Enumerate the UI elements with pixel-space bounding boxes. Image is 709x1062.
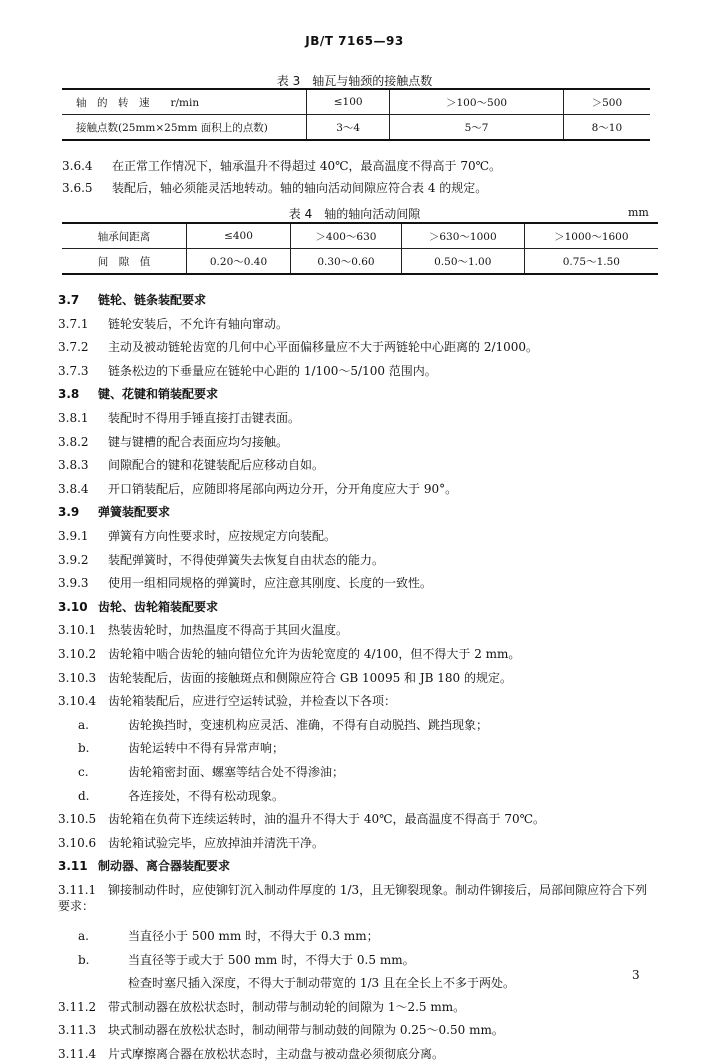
clause-number: a. bbox=[78, 717, 89, 732]
clause bbox=[58, 339, 658, 355]
section-heading bbox=[58, 292, 658, 308]
page-number: 3 bbox=[632, 968, 640, 982]
table-cell: 0.50～1.00 bbox=[401, 249, 524, 275]
clause-text: 使用一组相同规格的弹簧时，应注意其刚度、长度的一致性。 bbox=[108, 576, 433, 591]
clause bbox=[78, 764, 678, 780]
clause bbox=[58, 434, 658, 450]
section-heading bbox=[58, 504, 658, 520]
table-cell: ≤400 bbox=[187, 223, 291, 249]
clause-number: 3.8.1 bbox=[58, 411, 89, 425]
clause bbox=[78, 740, 678, 756]
table3 bbox=[62, 88, 650, 141]
clause-number: 3.10.1 bbox=[58, 623, 97, 638]
clause bbox=[58, 457, 658, 473]
table-row bbox=[62, 115, 650, 141]
clause-number: 3.10 bbox=[58, 599, 88, 614]
section-heading bbox=[58, 858, 658, 874]
clause-number: 3.11.3 bbox=[58, 1023, 97, 1038]
section-heading bbox=[58, 386, 658, 402]
clause-number: a. bbox=[78, 929, 89, 943]
clause-text: 齿轮箱中啮合齿轮的轴向错位允许为齿轮宽度的 4/100，但不得大于 2 mm。 bbox=[108, 647, 521, 661]
clause bbox=[78, 928, 678, 944]
clause-text: 链轮、链条装配要求 bbox=[98, 293, 207, 307]
table-cell: ＞1000～1600 bbox=[524, 223, 658, 249]
clause-number: 3.7.3 bbox=[58, 363, 89, 378]
table-cell: ＞630～1000 bbox=[401, 223, 524, 249]
table-cell: 轴承间距离 bbox=[62, 223, 187, 249]
clause bbox=[58, 811, 658, 827]
clause-text: 当直径小于 500 mm 时，不得大于 0.3 mm； bbox=[128, 929, 379, 943]
table4-unit: mm bbox=[628, 206, 649, 219]
table-row bbox=[62, 223, 658, 249]
clause-text: 主动及被动链轮齿宽的几何中心平面偏移量应不大于两链轮中心距离的 2/1000。 bbox=[108, 340, 539, 355]
clause bbox=[58, 575, 658, 591]
clause bbox=[58, 363, 658, 379]
clause-text: 块式制动器在放松状态时，制动闸带与制动鼓的间隙为 0.25～0.50 mm。 bbox=[108, 1023, 504, 1038]
table-cell: 间 隙 值 bbox=[62, 249, 187, 275]
clause-text: 链轮安装后，不允许有轴向窜动。 bbox=[108, 316, 289, 331]
clause-text: 制动器、离合器装配要求 bbox=[98, 859, 231, 874]
clause-text: 热装齿轮时，加热温度不得高于其回火温度。 bbox=[108, 623, 349, 638]
clause-number: 3.8.3 bbox=[58, 458, 89, 473]
clause-text: 开口销装配后，应随即将尾部向两边分开，分开角度应大于 90°。 bbox=[108, 481, 458, 496]
table-cell: ＞100～500 bbox=[390, 89, 563, 115]
clause-number: 3.8.4 bbox=[58, 481, 89, 496]
clause-text: 键与键槽的配合表面应均匀接触。 bbox=[108, 434, 289, 449]
clause-text: 当直径等于或大于 500 mm 时，不得大于 0.5 mm。 bbox=[128, 952, 415, 967]
clause-number: 3.7.2 bbox=[58, 340, 89, 355]
clause-number: 3.11.1 bbox=[58, 883, 97, 897]
clause-text: 齿轮、齿轮箱装配要求 bbox=[98, 599, 219, 614]
clause-number: 3.11.2 bbox=[58, 999, 97, 1014]
clause-number: 3.9 bbox=[58, 505, 80, 520]
table-cell: ＞500 bbox=[563, 89, 650, 115]
clause-text: 齿轮箱装配后，应进行空运转试验，并检查以下各项： bbox=[108, 694, 397, 709]
clause-number: 3.6.5 bbox=[62, 181, 93, 195]
clause-number: 3.8.2 bbox=[58, 434, 89, 449]
clause-text: 检查时塞尺插入深度，不得大于制动带宽的 1/3 且在全长上不多于两处。 bbox=[128, 976, 515, 991]
clause-text: 间隙配合的键和花键装配后应移动自如。 bbox=[108, 458, 325, 473]
document-header: JB/T 7165—93 bbox=[305, 34, 404, 48]
clause-number: b. bbox=[78, 952, 90, 967]
clause-text: 齿轮运转中不得有异常声响； bbox=[128, 741, 285, 756]
table-cell: 0.30～0.60 bbox=[291, 249, 402, 275]
clause-number: b. bbox=[78, 741, 90, 756]
clause bbox=[62, 180, 662, 196]
table3-caption: 表 3 轴瓦与轴颈的接触点数 bbox=[276, 74, 433, 88]
clause-number: 3.9.2 bbox=[58, 552, 89, 567]
clause bbox=[58, 622, 658, 638]
clause-text: 片式摩擦离合器在放松状态时，主动盘与被动盘必须彻底分离。 bbox=[108, 1047, 445, 1061]
clause bbox=[58, 1022, 658, 1038]
clause-number: c. bbox=[78, 765, 89, 779]
clause-number: 3.10.6 bbox=[58, 835, 97, 850]
clause-number: 3.6.4 bbox=[62, 159, 93, 173]
clause-text: 齿轮箱试验完毕，应放掉油并清洗干净。 bbox=[108, 835, 325, 850]
clause bbox=[58, 552, 658, 568]
clause-number: d. bbox=[78, 788, 90, 803]
clause bbox=[62, 158, 662, 174]
table-cell: 0.75～1.50 bbox=[524, 249, 658, 275]
clause bbox=[78, 952, 678, 968]
table-cell: 3～4 bbox=[307, 115, 390, 141]
clause bbox=[58, 646, 658, 662]
clause-text: 齿轮箱密封面、螺塞等结合处不得渗油； bbox=[128, 765, 345, 779]
clause-number: 3.11.4 bbox=[58, 1047, 97, 1061]
clause-text: 带式制动器在放松状态时，制动带与制动轮的间隙为 1～2.5 mm。 bbox=[108, 999, 466, 1014]
table-cell: 0.20～0.40 bbox=[187, 249, 291, 275]
clause-text: 齿轮装配后，齿面的接触斑点和侧隙应符合 GB 10095 和 JB 180 的规定。 bbox=[108, 670, 513, 685]
clause-text: 链条松边的下垂量应在链轮中心距的 1/100～5/100 范围内。 bbox=[108, 363, 437, 378]
table4-caption: 表 4 轴的轴向活动间隙 bbox=[288, 207, 421, 221]
clause-text: 弹簧有方向性要求时，应按规定方向装配。 bbox=[108, 529, 337, 543]
table-cell: 8～10 bbox=[563, 115, 650, 141]
clause bbox=[58, 481, 658, 497]
clause bbox=[58, 528, 658, 544]
clause-number: 3.10.4 bbox=[58, 694, 97, 709]
clause-number: 3.7.1 bbox=[58, 316, 89, 331]
clause bbox=[58, 999, 658, 1015]
clause-text: 在正常工作情况下，轴承温升不得超过 40℃，最高温度不得高于 70℃。 bbox=[112, 159, 502, 173]
clause-text: 装配时不得用手锤直接打击键表面。 bbox=[108, 411, 301, 425]
clause-number: 3.8 bbox=[58, 387, 80, 402]
clause-text: 齿轮换挡时，变速机构应灵活、准确，不得有自动脱挡、跳挡现象； bbox=[128, 717, 489, 732]
clause-number: 3.10.3 bbox=[58, 670, 97, 685]
clause-number: 3.9.3 bbox=[58, 576, 89, 591]
clause bbox=[78, 788, 678, 804]
clause bbox=[58, 882, 658, 914]
clause bbox=[58, 693, 658, 709]
table-cell: ≤100 bbox=[307, 89, 390, 115]
clause-number: 3.9.1 bbox=[58, 529, 89, 543]
table-cell: ＞400～630 bbox=[291, 223, 402, 249]
clause bbox=[58, 835, 658, 851]
clause bbox=[58, 670, 658, 686]
section-heading bbox=[58, 599, 658, 615]
clause bbox=[58, 410, 658, 426]
clause-number: 3.7 bbox=[58, 293, 80, 307]
table-cell: 轴 的 转 速 r/min bbox=[62, 89, 307, 115]
clause bbox=[78, 717, 678, 733]
clause bbox=[58, 1046, 658, 1062]
clause-text: 各连接处，不得有松动现象。 bbox=[128, 788, 285, 803]
clause-number: 3.11 bbox=[58, 859, 88, 874]
clause-text: 齿轮箱在负荷下连续运转时，油的温升不得大于 40℃，最高温度不得高于 70℃。 bbox=[108, 812, 546, 827]
table-row bbox=[62, 249, 658, 275]
table-row bbox=[62, 89, 650, 115]
table-cell: 接触点数(25mm×25mm 面积上的点数) bbox=[62, 115, 307, 141]
table4 bbox=[62, 222, 658, 275]
clause-text: 弹簧装配要求 bbox=[98, 505, 171, 520]
clause bbox=[58, 316, 658, 332]
clause-text: 装配后，轴必须能灵活地转动。轴的轴向活动间隙应符合表 4 的规定。 bbox=[112, 181, 488, 195]
clause-text: 铆接制动件时，应使铆钉沉入制动件厚度的 1/3，且无铆裂现象。制动件铆接后，局部间隙应符合下列要求： bbox=[58, 883, 648, 913]
clause-number: 3.10.2 bbox=[58, 647, 97, 661]
clause-text: 键、花键和销装配要求 bbox=[98, 387, 219, 402]
clause-text: 装配弹簧时，不得使弹簧失去恢复自由状态的能力。 bbox=[108, 552, 385, 567]
clause bbox=[78, 975, 678, 991]
table-cell: 5～7 bbox=[390, 115, 563, 141]
clause-number: 3.10.5 bbox=[58, 812, 97, 827]
